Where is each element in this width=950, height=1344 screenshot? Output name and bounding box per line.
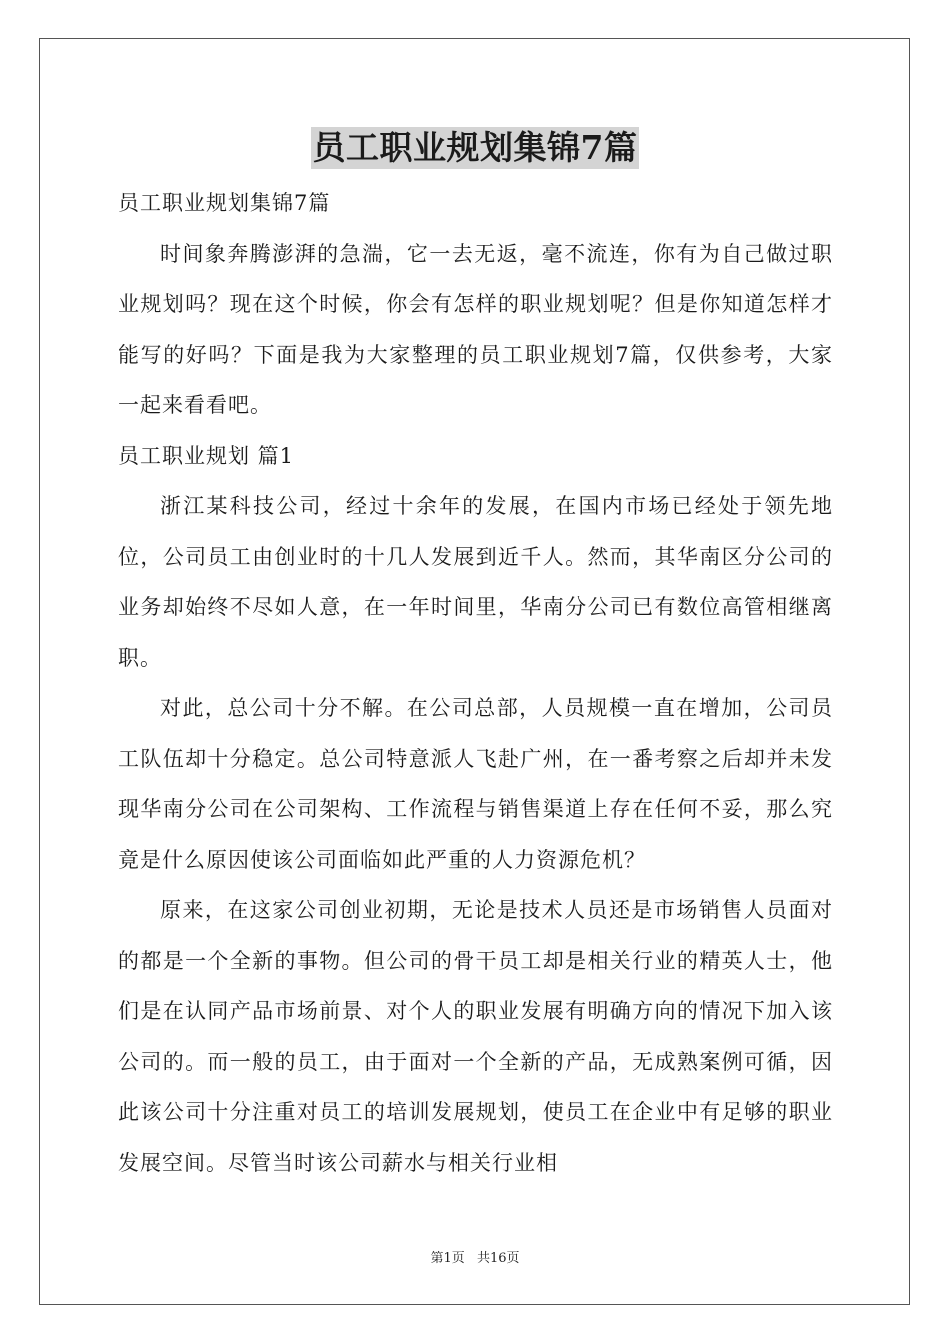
paragraph: 对此，总公司十分不解。在公司总部，人员规模一直在增加，公司员工队伍却十分稳定。总公司特意派人飞赴广州，在一番考察之后却并未发现华南分公司在公司架构、工作流程与销售渠道上存在任何不妥，那么究竟是什么原因使该公司面临如此严重的人力资源危机？ — [118, 696, 833, 872]
page-number: 第1页 — [430, 1251, 465, 1266]
document-title: 员工职业规划集锦7篇 — [312, 128, 638, 167]
paragraph: 浙江某科技公司，经过十余年的发展，在国内市场已经处于领先地位，公司员工由创业时的十几人发展到近千人。然而，其华南区分公司的业务却始终不尽如人意，在一年时间里，华南分公司已有数位高管相继离职。 — [118, 494, 833, 670]
paragraph: 原来，在这家公司创业初期，无论是技术人员还是市场销售人员面对的都是一个全新的事物。但公司的骨干员工却是相关行业的精英人士，他们是在认同产品市场前景、对个人的职业发展有明确方向的情况下加入该公司的。而一般的员工，由于面对一个全新的产品，无成熟案例可循，因此该公司十分注重对员工的培训发展规划，使员工在企业中有足够的职业发展空间。尽管当时该公司薪水与相关行业相 — [118, 898, 833, 1175]
total-pages: 共16页 — [476, 1251, 520, 1266]
title-container — [0, 127, 950, 169]
section-heading: 员工职业规划 篇1 — [118, 443, 295, 468]
paragraph: 时间象奔腾澎湃的急湍，它一去无返，毫不流连，你有为自己做过职业规划吗？现在这个时候，你会有怎样的职业规划呢？但是你知道怎样才能写的好吗？下面是我为大家整理的员工职业规划7篇，仅供参考，大家一起来看看吧。 — [118, 241, 833, 417]
paragraph: 员工职业规划集锦7篇 — [118, 191, 331, 215]
document-body — [118, 178, 833, 1188]
page-footer — [0, 1247, 950, 1266]
